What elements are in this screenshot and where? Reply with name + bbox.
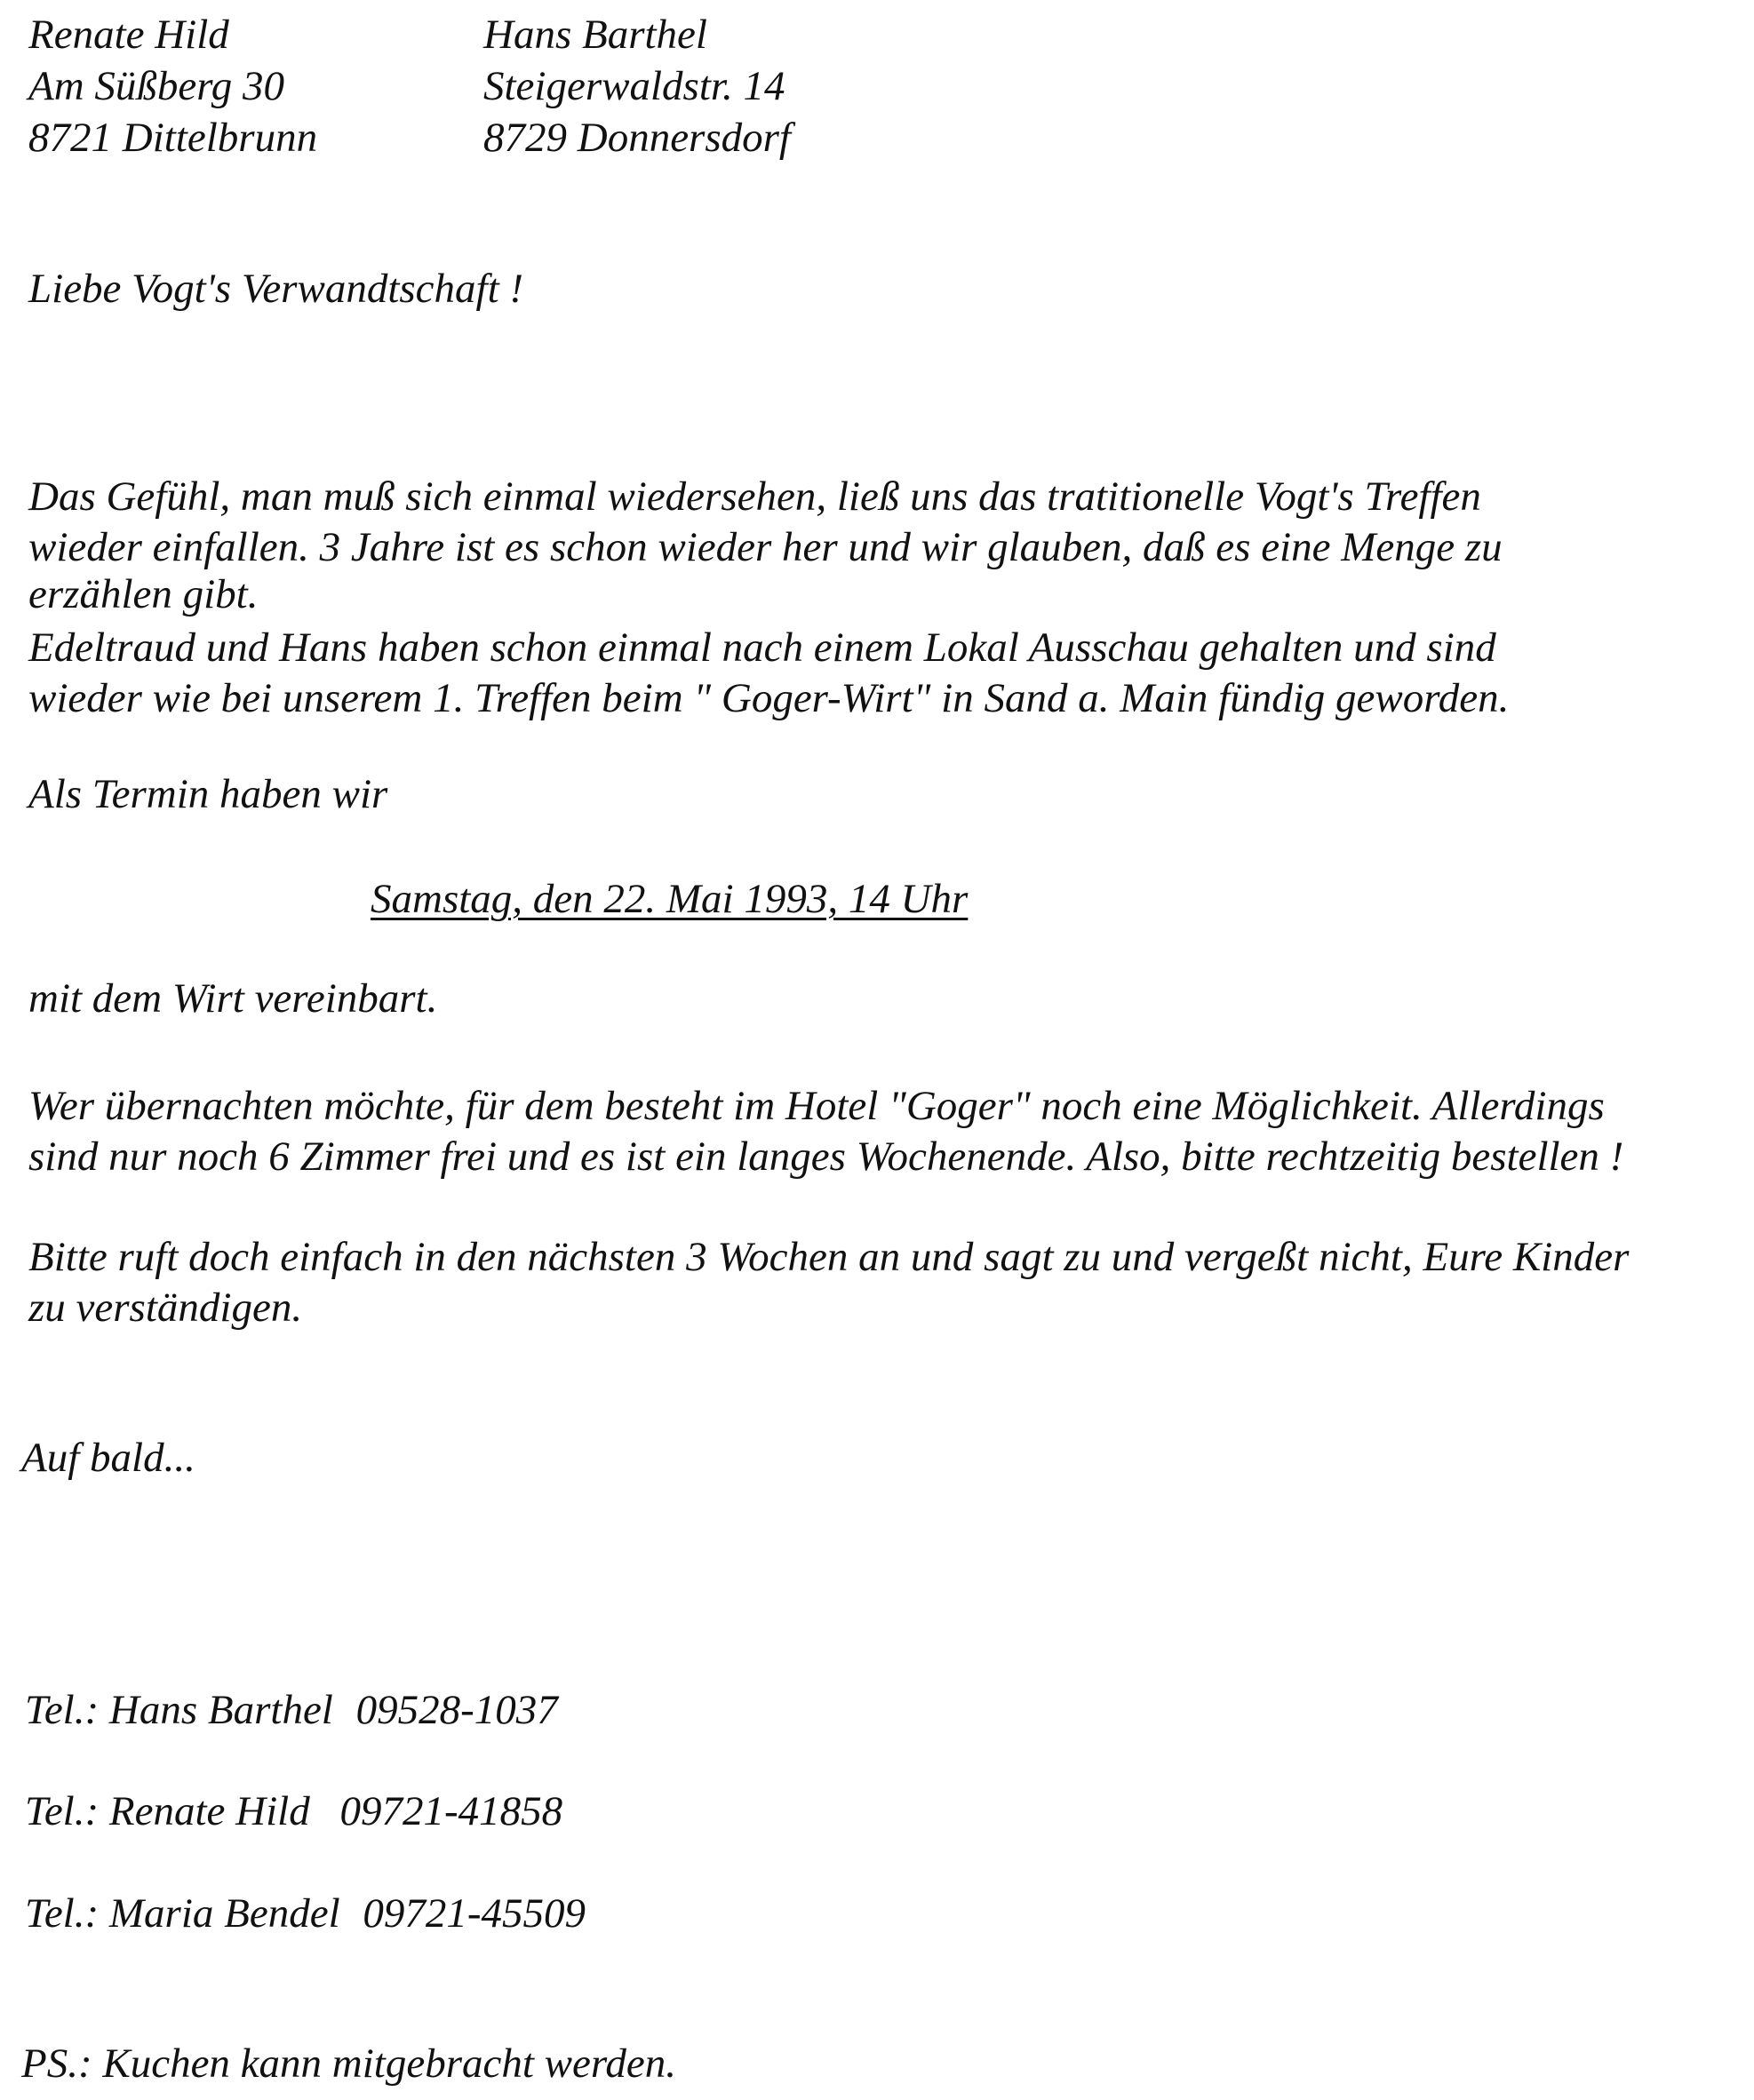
phone-entry [25, 1684, 558, 1736]
termin-date: Samstag, den 22. Mai 1993, 14 Uhr [371, 876, 969, 922]
phone-prefix: Tel.: [25, 1788, 100, 1834]
phone-entry [25, 1786, 562, 1837]
closing: Auf bald... [21, 1435, 195, 1481]
paragraph-1-line: erzählen gibt. [28, 571, 259, 617]
phone-name: Renate Hild [108, 1788, 310, 1834]
paragraph-1-line: Das Gefühl, man muß sich einmal wiedersehen, ließ uns das tratitionelle Vogt's Treffen [28, 473, 1481, 520]
sender-address-1 [28, 9, 317, 163]
sender-2-name: Hans Barthel [483, 12, 707, 58]
sender-1-name: Renate Hild [28, 12, 229, 58]
phone-number: 09721-41858 [339, 1788, 563, 1834]
phone-number: 09528-1037 [355, 1687, 558, 1733]
sender-2-city: 8729 Donnersdorf [483, 115, 791, 161]
sender-2-street: Steigerwaldstr. 14 [483, 63, 785, 109]
salutation: Liebe Vogt's Verwandtschaft ! [28, 266, 524, 312]
phone-number: 09721-45509 [363, 1890, 586, 1937]
termin-outro: mit dem Wirt vereinbart. [28, 975, 438, 1022]
phone-entry [25, 1888, 586, 1939]
paragraph-2-line: Wer übernachten möchte, für dem besteht im Hotel "Goger" noch eine Möglichkeit. Allerdings [28, 1083, 1605, 1129]
paragraph-3-line: zu verständigen. [28, 1285, 303, 1331]
paragraph-3-line: Bitte ruft doch einfach in den nächsten 3 Wochen an und sagt zu und vergeßt nicht, Eure Kinder [28, 1234, 1630, 1280]
phone-name: Maria Bendel [108, 1890, 340, 1937]
paragraph-1-line: Edeltraud und Hans haben schon einmal nach einem Lokal Ausschau gehalten und sind [28, 624, 1496, 671]
phone-prefix: Tel.: [25, 1687, 100, 1733]
paragraph-2-line: sind nur noch 6 Zimmer frei und es ist ein langes Wochenende. Also, bitte rechtzeitig bestellen ! [28, 1134, 1624, 1180]
termin-intro: Als Termin haben wir [28, 771, 388, 817]
postscript: PS.: Kuchen kann mitgebracht werden. [21, 2040, 677, 2087]
sender-1-city: 8721 Dittelbrunn [28, 115, 318, 161]
phone-prefix: Tel.: [25, 1890, 100, 1937]
sender-address-2 [483, 9, 791, 163]
phone-name: Hans Barthel [108, 1687, 333, 1733]
sender-1-street: Am Süßberg 30 [28, 63, 285, 109]
paragraph-1-line: wieder wie bei unserem 1. Treffen beim " Goger-Wirt" in Sand a. Main fündig geworden. [28, 675, 1510, 721]
paragraph-1-line: wieder einfallen. 3 Jahre ist es schon wieder her und wir glauben, daß es eine Menge zu [28, 524, 1503, 570]
